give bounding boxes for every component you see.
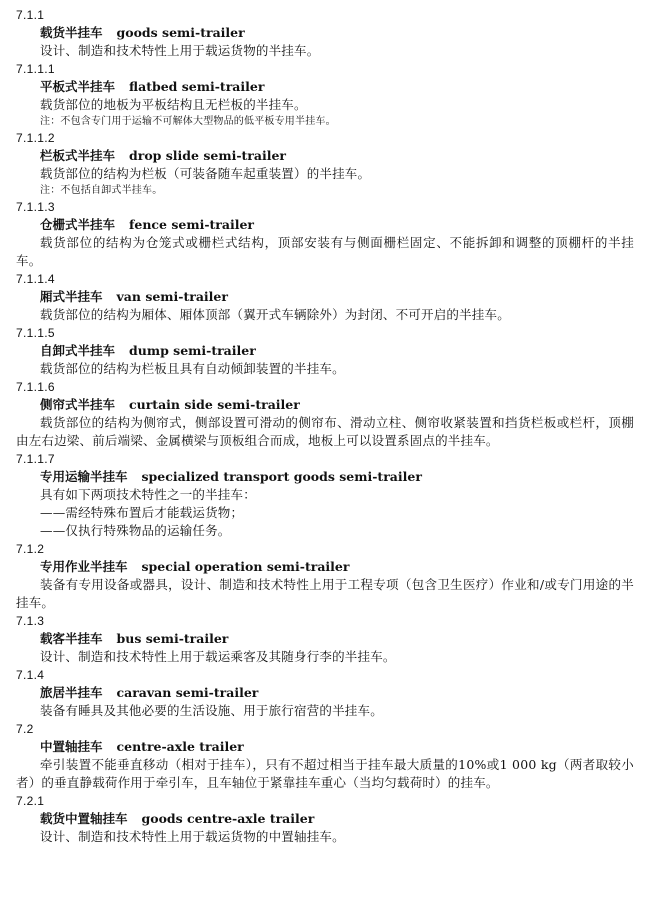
term-heading [40,24,634,42]
term-heading [40,396,634,414]
term-en: goods semi-trailer [116,25,245,40]
term-heading [40,78,634,96]
term-en: special operation semi-trailer [141,559,350,574]
entry-7-1-1-6 [16,378,634,450]
entry-7-1-1 [16,6,634,60]
term-zh: 载货中置轴挂车 [40,811,128,826]
entry-7-2-1 [16,792,634,846]
entry-7-1-1-5 [16,324,634,378]
term-zh: 专用作业半挂车 [40,559,128,574]
definition: 设计、制造和技术特性上用于载运乘客及其随身行李的半挂车。 [40,649,396,664]
term-heading [40,558,634,576]
term-en: fence semi-trailer [129,217,254,232]
term-zh: 专用运输半挂车 [40,469,128,484]
clause-number: 7.1.3 [16,614,45,628]
term-zh: 仓栅式半挂车 [40,217,116,232]
term-heading [40,810,634,828]
term-en: goods centre-axle trailer [141,811,315,826]
entry-7-1-1-7 [16,450,634,540]
clause-number: 7.1.1.3 [16,200,55,214]
entry-7-1-3 [16,612,634,666]
term-heading [40,468,634,486]
term-en: flatbed semi-trailer [129,79,265,94]
clause-number: 7.2 [16,722,34,736]
definition: 牵引装置不能垂直移动（相对于挂车），只有不超过相当于挂车最大质量的10%或1 000 kg（两者取较小者）的垂直静载荷作用于牵引车，且车轴位于紧靠挂车重心（当均匀载荷时）的挂车。 [16,757,634,790]
term-zh: 厢式半挂车 [40,289,103,304]
clause-number: 7.1.1.6 [16,380,55,394]
term-zh: 中置轴挂车 [40,739,103,754]
entry-7-1-1-3 [16,198,634,270]
term-heading [40,630,634,648]
clause-number: 7.1.1.1 [16,62,55,76]
clause-number: 7.1.1.7 [16,452,55,466]
entry-7-1-1-2 [16,129,634,198]
term-zh: 平板式半挂车 [40,79,116,94]
clause-number: 7.2.1 [16,794,45,808]
entry-7-2 [16,720,634,792]
list-item: ——需经特殊布置后才能载运货物； [40,505,244,520]
term-en: centre-axle trailer [116,739,244,754]
term-heading [40,342,634,360]
definition: 载货部位的结构为厢体、厢体顶部（翼开式车辆除外）为封闭、不可开启的半挂车。 [40,307,510,322]
term-en: specialized transport goods semi-trailer [141,469,422,484]
clause-number: 7.1.1.2 [16,131,55,145]
note: 注：不包括自卸式半挂车。 [40,185,163,196]
entry-7-1-4 [16,666,634,720]
term-heading [40,288,634,306]
clause-number: 7.1.1.4 [16,272,55,286]
term-en: drop slide semi-trailer [129,148,286,163]
definition: 装备有专用设备或器具，设计、制造和技术特性上用于工程专项（包含卫生医疗）作业和/或专门用途的半挂车。 [16,577,634,610]
term-zh: 载货半挂车 [40,25,103,40]
clause-number: 7.1.2 [16,542,45,556]
term-zh: 自卸式半挂车 [40,343,116,358]
definition: 设计、制造和技术特性上用于载运货物的半挂车。 [40,43,320,58]
clause-number: 7.1.1 [16,8,45,22]
term-en: van semi-trailer [116,289,228,304]
definition: 装备有睡具及其他必要的生活设施、用于旅行宿营的半挂车。 [40,703,383,718]
entry-7-1-1-4 [16,270,634,324]
term-heading [40,738,634,756]
entry-7-1-2 [16,540,634,612]
term-zh: 旅居半挂车 [40,685,103,700]
term-en: curtain side semi-trailer [129,397,300,412]
term-heading [40,216,634,234]
term-en: dump semi-trailer [129,343,256,358]
definition: 载货部位的结构为栏板（可装备随车起重装置）的半挂车。 [40,166,371,181]
term-heading [40,147,634,165]
term-heading [40,684,634,702]
list-item: ——仅执行特殊物品的运输任务。 [40,523,231,538]
term-en: bus semi-trailer [116,631,229,646]
entry-7-1-1-1 [16,60,634,129]
definition: 设计、制造和技术特性上用于载运货物的中置轴挂车。 [40,829,345,844]
definition: 载货部位的结构为仓笼式或栅栏式结构，顶部安装有与侧面栅栏固定、不能拆卸和调整的顶棚杆的半挂车。 [16,235,634,268]
term-en: caravan semi-trailer [116,685,259,700]
clause-number: 7.1.4 [16,668,45,682]
term-zh: 侧帘式半挂车 [40,397,116,412]
clause-number: 7.1.1.5 [16,326,55,340]
definition: 载货部位的结构为栏板且具有自动倾卸装置的半挂车。 [40,361,345,376]
term-zh: 载客半挂车 [40,631,103,646]
definition: 具有如下两项技术特性之一的半挂车： [40,487,256,502]
definition: 载货部位的结构为侧帘式，侧部设置可滑动的侧帘布、滑动立柱、侧帘收紧装置和挡货栏板或栏杆，顶棚由左右边梁、前后端梁、金属横梁与顶板组合而成，地板上可以设置系固点的半挂车。 [16,415,634,448]
definition: 载货部位的地板为平板结构且无栏板的半挂车。 [40,97,307,112]
term-zh: 栏板式半挂车 [40,148,116,163]
note: 注：不包含专门用于运输不可解体大型物品的低平板专用半挂车。 [40,116,336,127]
